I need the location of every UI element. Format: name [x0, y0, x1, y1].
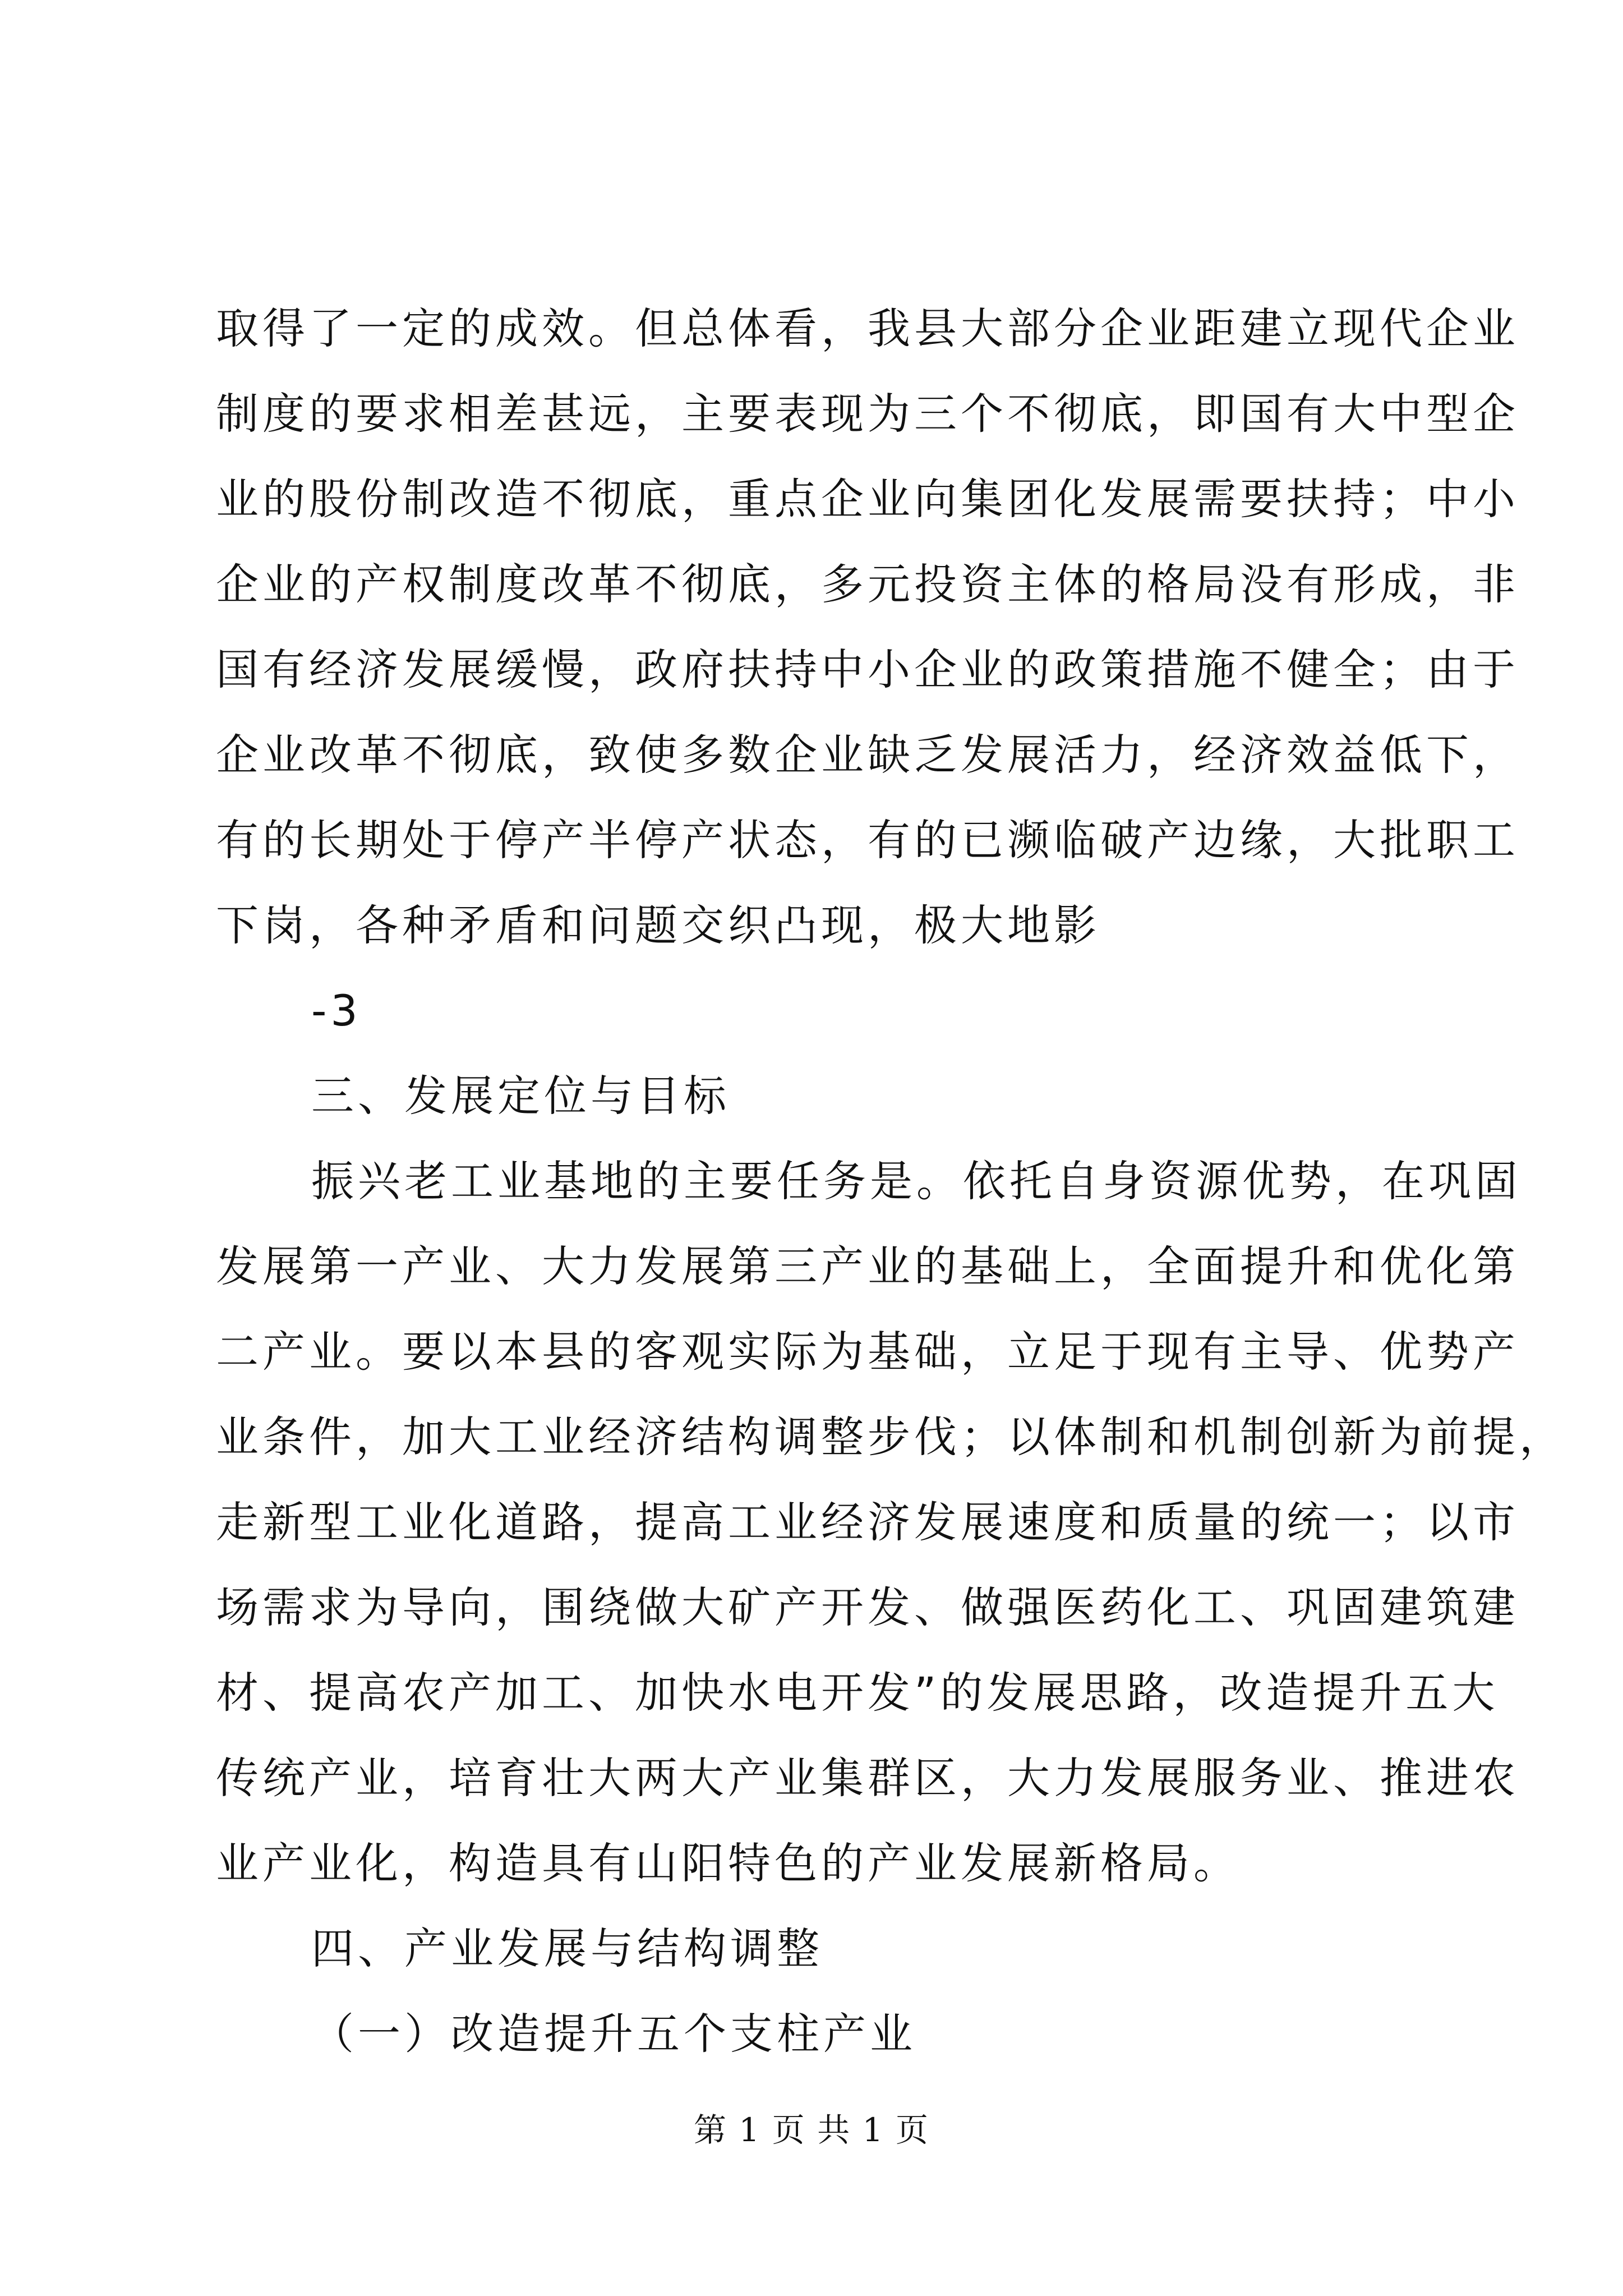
page-marker: -3 [311, 986, 362, 1036]
body-text-line: 振兴老工业基地的主要任务是。依托自身资源优势，在巩固 [311, 1156, 1521, 1206]
body-text-line: 制度的要求相差甚远，主要表现为三个不彻底，即国有大中型企 [216, 389, 1519, 439]
body-text-line: 国有经济发展缓慢，政府扶持中小企业的政策措施不健全；由于 [216, 645, 1519, 694]
body-text-line: 走新型工业化道路，提高工业经济发展速度和质量的统一；以市 [216, 1497, 1519, 1547]
body-text-line: 传统产业，培育壮大两大产业集群区，大力发展服务业、推进农 [216, 1753, 1519, 1803]
body-text-line: 企业的产权制度改革不彻底，多元投资主体的格局没有形成，非 [216, 559, 1519, 609]
body-text-line: 二产业。要以本县的客观实际为基础，立足于现有主导、优势产 [216, 1327, 1519, 1377]
body-text-line: 有的长期处于停产半停产状态，有的已濒临破产边缘，大批职工 [216, 815, 1519, 865]
body-text-line: 下岗，各种矛盾和问题交织凸现，极大地影 [216, 900, 1100, 950]
body-text-line: 场需求为导向，围绕做大矿产开发、做强医药化工、巩固建筑建 [216, 1582, 1519, 1632]
body-text-line: 业产业化，构造具有山阳特色的产业发展新格局。 [216, 1838, 1240, 1888]
body-text-line: 材、提高农产加工、加快水电开发”的发展思路，改造提升五大 [216, 1668, 1499, 1718]
body-text-line: 企业改革不彻底，致使多数企业缺乏发展活力，经济效益低下， [216, 730, 1519, 780]
section-heading: 四、产业发展与结构调整 [311, 1924, 823, 1973]
body-text-line: 业条件，加大工业经济结构调整步伐；以体制和机制创新为前提， [216, 1412, 1566, 1462]
body-text-line: 取得了一定的成效。但总体看，我县大部分企业距建立现代企业 [216, 303, 1519, 353]
body-text-line: 业的股份制改造不彻底，重点企业向集团化发展需要扶持；中小 [216, 474, 1519, 524]
section-heading: 三、发展定位与目标 [311, 1071, 730, 1121]
subsection-heading: （一）改造提升五个支柱产业 [311, 2009, 916, 2059]
body-text-line: 发展第一产业、大力发展第三产业的基础上，全面提升和优化第 [216, 1241, 1519, 1291]
page-footer: 第 1 页 共 1 页 [694, 2111, 929, 2149]
